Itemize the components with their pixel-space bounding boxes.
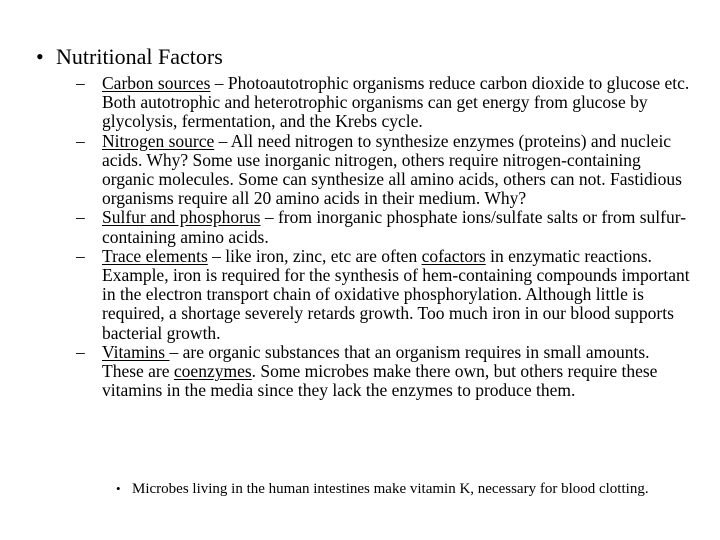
heading-bullet-item	[36, 44, 223, 70]
list-item-sulfur	[72, 208, 692, 246]
dash-icon: –	[76, 245, 85, 266]
item-text: – are organic substances that an organism requires in small amounts. These are	[102, 341, 650, 382]
subbullet-item	[110, 480, 692, 498]
heading-text: Nutritional Factors	[56, 44, 223, 69]
item-text: in enzymatic reactions. Example, iron is required for the synthesis of hem-containing compounds important in the electron transport chain of oxidative phosphorylation. Although little is required, a shortage severely retards growth. Too much iron in our blood supports bacterial growth.	[102, 245, 690, 343]
bullet-icon: •	[36, 44, 44, 69]
list-item-nitrogen	[72, 132, 692, 209]
term-cofactors: cofactors	[421, 245, 486, 266]
item-text: . Some microbes make there own, but others require these vitamins in the media since they lack the enzymes to produce them.	[102, 361, 658, 401]
term-trace-elements: Trace elements	[102, 245, 208, 266]
item-text: – All need nitrogen to synthesize enzymes (proteins) and nucleic acids. Why? Some use inorganic nitrogen, others require nitrogen-containing organic molecules. Some can synthesize all amino acids, others can not. Fastidious organisms require all 20 amino acids in their medium. Why?	[102, 130, 682, 209]
subbullet-text: Microbes living in the human intestines make vitamin K, necessary for blood clotting.	[132, 481, 649, 497]
dash-icon: –	[76, 341, 85, 362]
item-text: – from inorganic phosphate ions/sulfate salts or from sulfur-containing amino acids.	[102, 207, 687, 247]
list-item-trace	[72, 247, 692, 343]
item-text: – Photoautotrophic organisms reduce carbon dioxide to glucose etc. Both autotrophic and heterotrophic organisms can get energy from glucose by glycolysis, fermentation, and the Krebs cycle.	[102, 73, 690, 132]
dash-icon: –	[76, 207, 85, 228]
term-vitamins: Vitamins	[102, 341, 170, 362]
item-text: – like iron, zinc, etc are often	[207, 245, 422, 266]
dash-icon: –	[76, 73, 85, 93]
term-coenzymes: coenzymes	[173, 361, 252, 382]
nutrient-list	[72, 74, 692, 400]
term-sulfur-phosphorus: Sulfur and phosphorus	[102, 207, 261, 228]
bullet-icon: •	[116, 481, 121, 496]
list-item-vitamins	[72, 343, 692, 401]
list-item-carbon	[72, 74, 692, 132]
term-nitrogen-source: Nitrogen source	[102, 130, 215, 151]
term-carbon-sources: Carbon sources	[102, 73, 211, 93]
dash-icon: –	[76, 130, 85, 151]
